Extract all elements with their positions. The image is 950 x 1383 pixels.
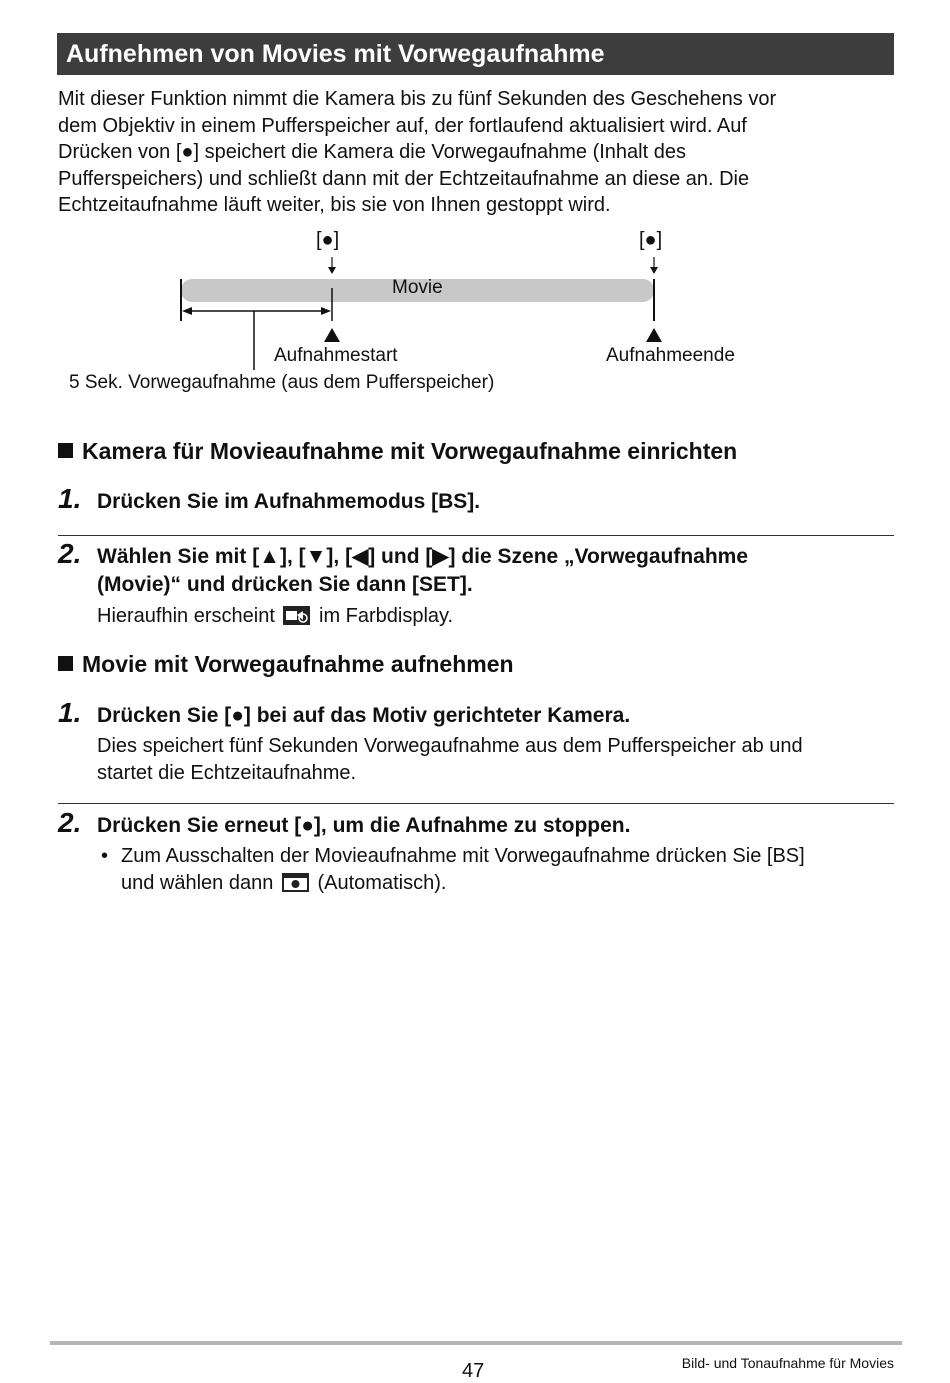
bullet-note (121, 843, 805, 897)
intro-line: Echtzeitaufnahme läuft weiter, bis sie von Ihnen gestoppt wird. (58, 194, 611, 216)
press-arrow-start-head (328, 267, 336, 274)
step-title-line: Wählen Sie mit [▲], [▼], [◀] und [▶] die Szene „Vorwegaufnahme (97, 545, 749, 568)
intro-line: dem Objektiv in einem Pufferspeicher auf, der fortlaufend aktualisiert wird. Auf (58, 114, 747, 137)
step-title: Drücken Sie im Aufnahmemodus [BS]. (97, 490, 481, 513)
end-triangle (646, 328, 662, 342)
step-divider (58, 535, 894, 536)
step-number: 2. (58, 538, 82, 569)
section-heading-setup (58, 438, 737, 465)
movie-bar-label: Movie (392, 277, 443, 298)
press-label-end: [●] (639, 229, 663, 251)
bullet-line: Zum Ausschalten der Movieaufnahme mit Vorwegaufnahme drücken Sie [BS] (121, 845, 805, 867)
prerecord-movie-icon (283, 606, 310, 625)
step-body-text: Hieraufhin erscheint (97, 605, 275, 627)
step-body-line: startet die Echtzeitaufnahme. (97, 761, 357, 784)
step-body-line: Dies speichert fünf Sekunden Vorwegaufnahme aus dem Pufferspeicher ab und (97, 735, 803, 757)
bullet-dot: • (101, 845, 109, 867)
timeline-svg (0, 0, 950, 410)
intro-line: Pufferspeichers) und schließt dann mit der Echtzeitaufnahme an diese an. Die (58, 167, 750, 190)
intro-line: Drücken von [●] speichert die Kamera die Vorwegaufnahme (Inhalt des (58, 141, 686, 163)
step-divider (58, 803, 894, 804)
step-number: 1. (58, 483, 82, 514)
press-arrow-end-head (650, 267, 658, 274)
footer-rule (50, 1341, 902, 1345)
bullet-line (121, 870, 805, 897)
page-title: Aufnehmen von Movies mit Vorwegaufnahme (57, 33, 894, 75)
step-body-text: im Farbdisplay. (319, 605, 454, 627)
buffer-arrow-left-head (182, 307, 192, 315)
bullet-line-text: (Automatisch). (317, 872, 447, 894)
section-heading-text: Kamera für Movieaufnahme mit Vorwegaufnahme einrichten (82, 438, 738, 464)
start-triangle (324, 328, 340, 342)
start-label: Aufnahmestart (274, 345, 398, 366)
press-label-start: [●] (316, 229, 340, 251)
prerecord-timeline-diagram (0, 0, 950, 410)
buffer-label: 5 Sek. Vorwegaufnahme (aus dem Pufferspeicher) (69, 372, 495, 393)
step-title (97, 543, 748, 599)
step-body (97, 603, 453, 630)
step-title-line: (Movie)“ und drücken Sie dann [SET]. (97, 573, 473, 596)
end-label: Aufnahmeende (606, 345, 735, 366)
intro-line: Mit dieser Funktion nimmt die Kamera bis zu fünf Sekunden des Geschehens vor (58, 88, 777, 110)
footer-chapter: Bild- und Tonaufnahme für Movies (681, 1355, 894, 1371)
step-title: Drücken Sie erneut [●], um die Aufnahme zu stoppen. (97, 814, 631, 837)
step-body (97, 733, 803, 786)
square-bullet-icon (58, 443, 73, 458)
page-number: 47 (462, 1360, 485, 1382)
section-heading-record (58, 651, 514, 678)
buffer-arrow-right-head (321, 307, 331, 315)
square-bullet-icon (58, 656, 73, 671)
step-title: Drücken Sie [●] bei auf das Motiv gerichteter Kamera. (97, 704, 631, 727)
auto-camera-icon (282, 873, 309, 892)
bullet-line-text: und wählen dann (121, 872, 274, 894)
step-number: 2. (58, 807, 82, 838)
step-number: 1. (58, 697, 82, 728)
section-heading-text: Movie mit Vorwegaufnahme aufnehmen (82, 651, 514, 677)
